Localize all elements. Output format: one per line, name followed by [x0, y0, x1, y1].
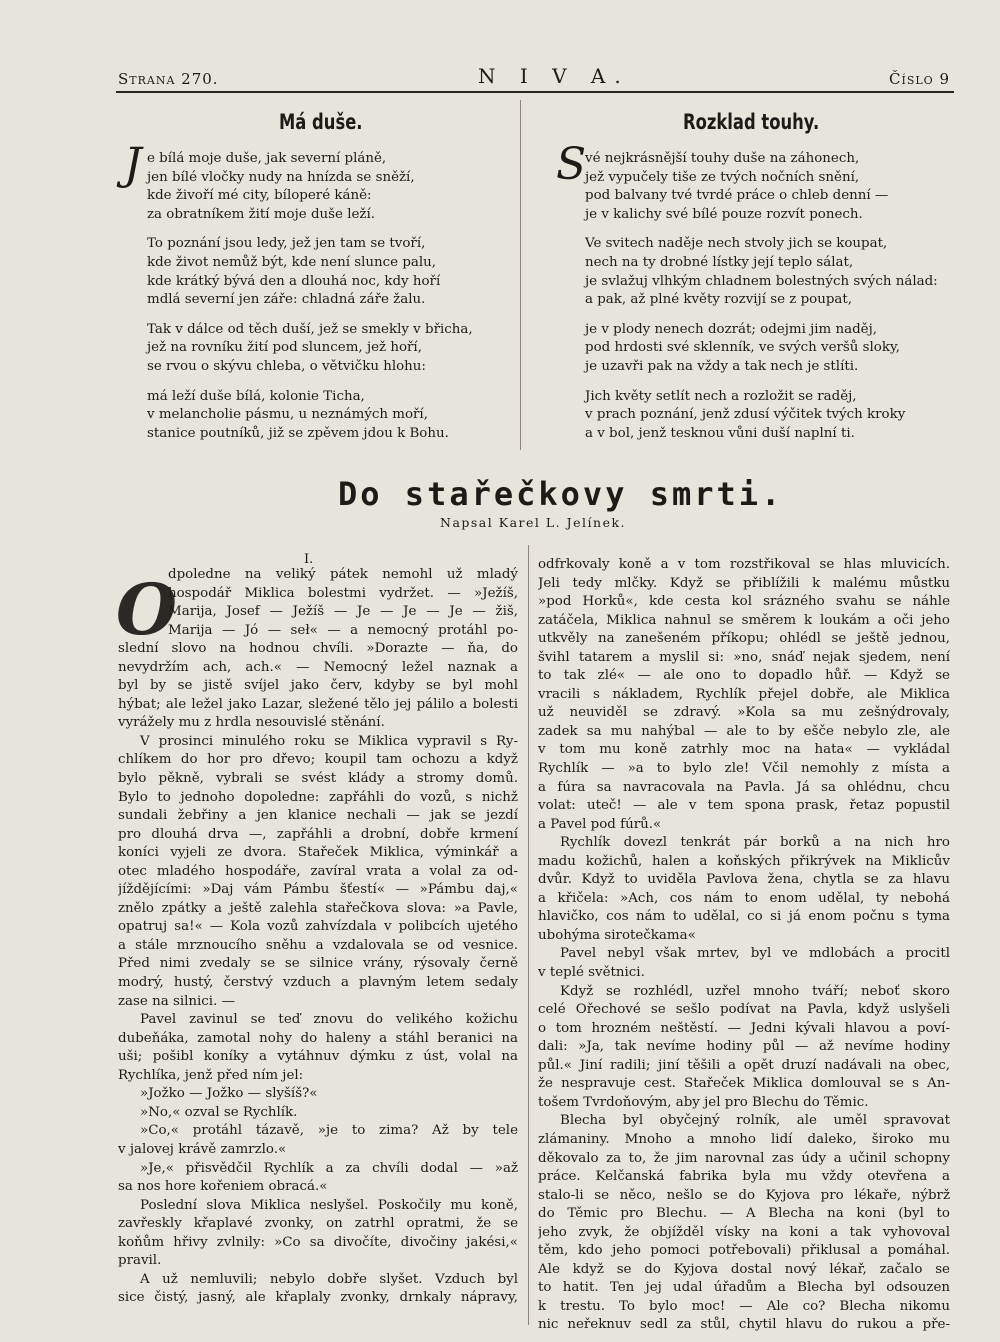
text-line: už neuviděl se zdravý. »Kola sa mu zešnýdrovaly, [538, 705, 950, 721]
text-line: jíždějícími: »Daj vám Pámbu šťestí« — »Pámbu daj,« [118, 882, 518, 898]
chapter-number: I. [304, 552, 314, 567]
text-line: Marija — Jó — seł« — a nemocný protáhl po- [168, 622, 518, 638]
text-line: sa nos hore kořeniem obracá.« [118, 1179, 328, 1195]
poem-line: je svlažuj vlhkým chladnem bolestných svých nálad: [585, 273, 938, 289]
text-line: Rychlík dovezl tenkrát pár borků a na nich hro [560, 835, 950, 851]
story-byline: Napsal Karel L. Jelínek. [440, 515, 627, 530]
poem-line: To poznání jsou ledy, jež jen tam se tvoří, [147, 236, 426, 252]
poem2-title: Rozklad touhy. [683, 110, 820, 134]
poem-line: pod balvany tvé tvrdé práce o chleb denní — [585, 188, 889, 204]
text-line: zatáčela, Miklica nahnul se směrem k loukám a oči jeho [538, 612, 950, 628]
story-title: Do stařečkovy smrti. [338, 475, 784, 513]
page-number-label: Strana 270. [118, 70, 219, 88]
text-line: odfrkovaly koně a v tom rozstřikoval se hlas mluvicích. [538, 557, 950, 572]
text-line: zlámaniny. Mnoho a mnoho lidí daleko, široko mu [538, 1131, 950, 1147]
poem-line: kde krátký bývá den a dlouhá noc, kdy hoří [147, 273, 441, 289]
poem-line: v prach poznání, jenž zdusí výčitek tvých kroky [585, 407, 906, 423]
text-line: do Těmic pro Blechu. — A Blecha na koni (byl to [538, 1206, 950, 1222]
text-line: Pavel nebyl však mrtev, byl ve mdlobách a procitl [560, 946, 950, 962]
text-line: Když se rozhlédl, uzřel mnoho tváří; neboť skoro [560, 983, 950, 999]
text-line: Před nimi zvedaly se se silnice vrány, rýsovaly černě [118, 956, 518, 972]
text-line: sice čistý, jasný, ale křaplaly zvonky, drnkaly nápravy, [118, 1290, 518, 1306]
text-line: těm, kdo jeho pomoci potřebovali) přiklusal a pomáhal. [538, 1243, 950, 1259]
text-line: Rychlík — »a to bylo zle! Včil nemohly z místa a [538, 761, 950, 777]
poem-line: e bílá moje duše, jak severní pláně, [147, 151, 387, 166]
story-column-divider [528, 545, 529, 1325]
text-line: »Jožko — Jožko — slyšíš?« [140, 1086, 318, 1102]
text-line: nevydržím ach, ach.« — Nemocný ležel naznak a [118, 659, 518, 675]
text-line: uši; pošibl koníky a vytáhnuv dýmku z úst, volal na [118, 1049, 518, 1065]
stanza-break [585, 310, 955, 321]
text-line: práce. Kelčanská fabrika byla mu vždy otevřena a [538, 1169, 950, 1185]
stanza-break [147, 377, 507, 388]
stanza-break [147, 224, 507, 235]
text-line: k trestu. To bylo moc! — Ale co? Blecha nikomu [538, 1298, 950, 1314]
text-line: Bylo to jednoho dopoledne: zapřáhli do vozů, s nichž [118, 789, 518, 805]
text-line: to tak zlé« — ale ono to dopadlo hůř. — Když se [538, 668, 950, 684]
stanza-break [585, 377, 955, 388]
text-line: v teplé světnici. [538, 965, 645, 981]
poem-line: jen bílé vločky nudy na hnízda se sněží, [147, 169, 415, 185]
text-line: švihl tatarem a myslil si: »no, snáď nejak sjedem, není [538, 649, 950, 665]
text-line: Blecha byl obyčejný rolník, ale uměl spravovat [560, 1113, 950, 1129]
text-line: ubohýma sirotečkama« [538, 927, 696, 943]
header-rule [116, 91, 954, 93]
poem-line: je v plody nenech dozrát; odejmi jim naděj, [585, 321, 878, 337]
poem-line: za obratníkem žití moje duše leží. [147, 206, 375, 222]
poem-line: kde živoří mé city, bíloperé káně: [147, 188, 372, 204]
text-line: o tom hrozném neštěstí. — Jedni kývali hlavou a poví- [538, 1020, 950, 1036]
text-line: to hatit. Ten jej udal úřadům a Blecha byl odsouzen [538, 1280, 950, 1296]
stanza-break [585, 224, 955, 235]
text-line: a křičela: »Ach, cos nám to enom udělal, ty nebohá [538, 890, 950, 906]
text-line: jeho zvyk, že objížděl vísky na koni a tak vyhovoval [538, 1224, 950, 1240]
poem-line: Ve svitech naděje nech stvoly jich se koupat, [585, 236, 888, 252]
text-line: půl.« Jiní radili; jiní těšili a opět druzí nadávali na obec, [538, 1057, 950, 1073]
text-line: chlíkem do hor pro dřevo; koupil tam ochozu a když [118, 752, 518, 768]
text-line: Ale když se do Kyjova dostal nový lékař, začalo se [538, 1261, 950, 1277]
text-line: a stále mrznoucího sněhu a vzdalovala se od vesnice. [118, 937, 518, 953]
text-line: koňům hřivy zvlnily: »Co sa divočíte, divočiny jakési,« [118, 1234, 518, 1250]
text-line: pro dlouhá drva —, zapřáhli a drobní, dobře krmení [118, 826, 518, 842]
stanza-break [147, 310, 507, 321]
poem-line: má leží duše bílá, kolonie Ticha, [147, 388, 365, 404]
text-line: »Co,« protáhl tázavě, »je to zima? Až by tele [140, 1123, 518, 1139]
poem-line: pod hrdosti své sklenník, ve svých veršů sloky, [585, 340, 901, 356]
text-line: celé Ořechové se sešlo podívat na Pavla, když uslyšeli [538, 1002, 950, 1018]
text-line: Marija, Josef — Ježíš — Je — Je — Je — žiš, [168, 604, 518, 620]
poem-line: Jich květy setlít nech a rozložit se raděj, [585, 388, 857, 404]
text-line: »pod Horků«, kde cesta kol srázného svahu se náhle [538, 594, 950, 610]
poem-line: nech na ty drobné lístky její teplo sálat, [585, 254, 854, 270]
poem1-title: Má duše. [279, 110, 363, 134]
text-line: tošem Tvrdoňovým, aby jel pro Blechu do Těmic. [538, 1094, 869, 1110]
poem1-body [147, 150, 507, 443]
text-line: Rychlíka, jenž před ním jel: [118, 1067, 304, 1083]
text-line: Pavel zavinul se teď znovu do velikého kožichu [140, 1012, 518, 1028]
text-line: zase na silnici. — [118, 993, 235, 1009]
text-line: Poslední slova Miklica neslyšel. Poskočily mu koně, [140, 1197, 518, 1213]
story-dropcap: O [116, 568, 177, 651]
text-line: utkvěly na zanešeném příkopu; ohlédl se ještě jednou, [538, 631, 950, 647]
text-line: A už nemluvili; nebylo dobře slyšet. Vzduch byl [140, 1271, 518, 1287]
text-line: modrý, hustý, čerstvý vzduch a plavným letem sedaly [118, 975, 518, 991]
story-column-1 [118, 566, 518, 1308]
poem-line: a pak, až plné květy rozvijí se z poupat, [585, 292, 853, 308]
poem-line: mdlá severní jen záře: chladná záře žalu. [147, 292, 426, 308]
issue-number-label: Číslo 9 [889, 70, 950, 88]
text-line: dpoledne na veliký pátek nemohl už mladý [168, 567, 518, 582]
text-line: vracili s nákladem, Rychlík přejel dobře, ale Miklica [538, 686, 950, 702]
text-line: volat: uteč! — ale v tem spona prask, řetaz popustil [538, 798, 950, 814]
text-line: hýbat; ale ležel jako Lazar, sležené tělo jej pálilo a bolesti [118, 696, 518, 712]
story-column-2 [538, 556, 950, 1335]
text-line: madu kožichů, halen a koňských přikrývek na Miklicův [538, 853, 950, 869]
poem-line: stanice poutníků, již se zpěvem jdou k Bohu. [147, 425, 449, 441]
text-line: slední slovo na hodnou chvíli. »Dorazte — ňa, do [118, 641, 518, 657]
text-line: vyrážely mu z hrdla nesouvislé stěnání. [118, 715, 385, 731]
poem-line: je v kalichy své bílé pouze rozvít ponech. [585, 206, 863, 222]
poem-line: jež vypučely tiše ze tvých nočních snění, [585, 169, 860, 185]
text-line: V prosinci minulého roku se Miklica vypravil s Ry- [140, 733, 518, 749]
text-line: a Pavel pod fúrů.« [538, 816, 662, 832]
text-line: zadek sa mu nahýbal — ale to by ešče nebylo zle, ale [538, 723, 950, 739]
text-line: stalo-li se něco, nešlo se do Kyjova pro lékaře, nýbrž [538, 1187, 950, 1203]
text-line: koníci vyjeli ze dvora. Stařeček Miklica, výminkář a [118, 845, 518, 861]
page-header [118, 62, 950, 92]
poem-line: a v bol, jenž tesknou vůni duší naplní ti. [585, 425, 855, 441]
text-line: dvůr. Když to uviděla Pavlova žena, chytla se za hlavu [538, 872, 950, 888]
text-line: dali: »Ja, tak nevíme hodiny půl — až nevíme hodiny [538, 1039, 950, 1055]
poem-line: je uzavři pak na vždy a tak nech je stlíti. [585, 358, 859, 374]
poem1-dropcap: J [124, 139, 142, 190]
text-line: Jeli tedy mlčky. Když se přiblížili k malému můstku [538, 575, 950, 591]
text-line: znělo zpátky a ještě zalehla stařečkova slova: »a Pavle, [118, 900, 518, 916]
poem2-body [585, 150, 955, 443]
text-line: otec mladého hospodáře, zavíral vrata a volal za od- [118, 863, 518, 879]
text-line: opatruj sa!« — Kola vozů zahvízdala v polibcích ujetého [118, 919, 518, 935]
poem-line: vé nejkrásnější touhy duše na záhonech, [585, 151, 860, 166]
text-line: v tom mu koně zatrhly moc na hata« — vykládal [538, 742, 950, 758]
text-line: v jalovej krávě zamrzlo.« [118, 1141, 287, 1157]
text-line: pravil. [118, 1253, 162, 1269]
text-line: dubeňáka, zamotal nohy do haleny a stáhl beranici na [118, 1030, 518, 1046]
poem-line: se rvou o skývu chleba, o větvičku hlohu: [147, 358, 426, 374]
poem-line: v melancholie pásmu, u neznámých moří, [147, 407, 428, 423]
text-line: sundali žebřiny a jen klanice nechali — jak se jezdí [118, 808, 518, 824]
text-line: nic neřeknuv sedl za stůl, chytil hlavu do rukou a pře- [538, 1317, 950, 1333]
text-line: a fúra sa navracovala na Pavla. Já sa ohlédnu, chcu [538, 779, 950, 795]
text-line: že nespravuje cest. Stařeček Miklica domlouval se s An- [538, 1076, 950, 1092]
text-line: děkovalo za to, že jim narovnal zas údy a učinil schopny [538, 1150, 950, 1166]
text-line: hlavičko, cos nám to udělal, co si já enom počnu s tyma [538, 909, 950, 925]
poem2-dropcap: S [556, 139, 587, 190]
poem-column-divider [520, 100, 521, 450]
text-line: hospodář Miklica bolestmi vydržet. — »Ježíš, [168, 585, 518, 601]
journal-title: N I V A. [478, 64, 630, 88]
poem-line: jež na rovníku žití pod sluncem, jež hoří, [147, 340, 422, 356]
poem-line: kde život nemůž být, kde není slunce palu, [147, 254, 437, 270]
text-line: zavřeskly křaplavé zvonky, on zatrhl opratmi, že se [118, 1216, 518, 1232]
poem-line: Tak v dálce od těch duší, jež se smekly v břicha, [147, 321, 473, 337]
text-line: »No,« ozval se Rychlík. [140, 1104, 298, 1120]
text-line: byl by se jistě svíjel jako červ, kdyby se byl mohl [118, 678, 518, 694]
text-line: »Je,« přisvědčil Rychlík a za chvíli dodal — »až [140, 1160, 518, 1176]
text-line: bylo pěkně, vybrali se svést klády a stromy domů. [118, 771, 518, 787]
